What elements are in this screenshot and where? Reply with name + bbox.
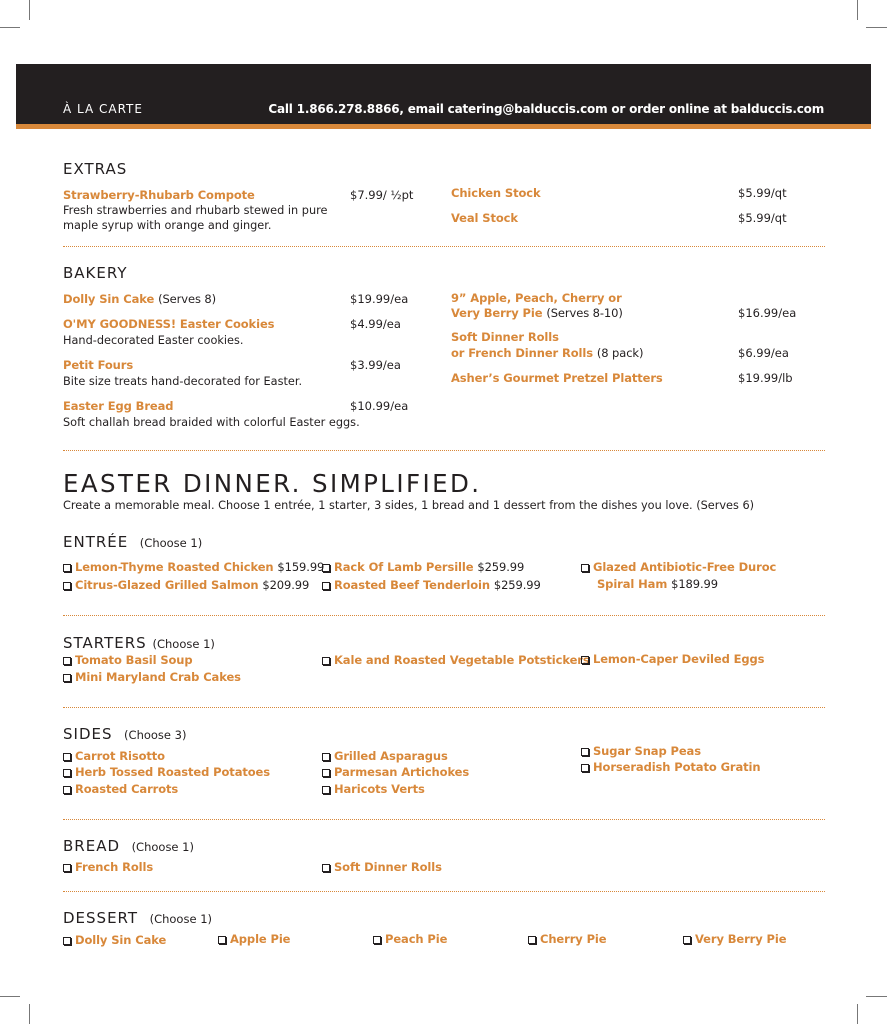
- checkbox-icon[interactable]: [63, 786, 71, 794]
- starter-option[interactable]: Lemon-Caper Deviled Eggs: [581, 652, 764, 666]
- divider: [63, 819, 825, 820]
- bakery-item-name: Petit Fours: [63, 358, 134, 372]
- crop-mark: [857, 1004, 858, 1024]
- header-bar: [16, 64, 871, 129]
- bakery-item-name: Dolly Sin Cake (Serves 8): [63, 292, 217, 306]
- divider: [63, 450, 825, 451]
- checkbox-icon[interactable]: [63, 657, 71, 665]
- checkbox-icon[interactable]: [322, 753, 330, 761]
- crop-mark: [0, 27, 20, 28]
- bread-option[interactable]: French Rolls: [63, 860, 153, 874]
- section-title-starters: STARTERS (Choose 1): [63, 634, 215, 652]
- bakery-item-name: Very Berry Pie (Serves 8-10): [451, 306, 623, 320]
- entree-option: Spiral Ham $189.99: [597, 577, 718, 591]
- divider: [63, 615, 825, 616]
- bakery-item-desc: Soft challah bread braided with colorful Easter eggs.: [63, 416, 360, 429]
- crop-mark: [29, 0, 30, 20]
- side-option[interactable]: Horseradish Potato Gratin: [581, 760, 760, 774]
- checkbox-icon[interactable]: [63, 674, 71, 682]
- dessert-option[interactable]: Peach Pie: [373, 932, 447, 946]
- starter-option[interactable]: Tomato Basil Soup: [63, 653, 193, 667]
- bakery-item-name: 9” Apple, Peach, Cherry or: [451, 291, 622, 305]
- bakery-item-name: Asher’s Gourmet Pretzel Platters: [451, 371, 663, 385]
- checkbox-icon[interactable]: [322, 786, 330, 794]
- entree-option[interactable]: Lemon-Thyme Roasted Chicken $159.99: [63, 560, 324, 574]
- extras-item-name: Veal Stock: [451, 211, 518, 225]
- extras-item-name: Chicken Stock: [451, 186, 541, 200]
- extras-item-desc: maple syrup with orange and ginger.: [63, 219, 272, 232]
- extras-item-price: $5.99/qt: [738, 186, 787, 200]
- entree-option[interactable]: Citrus-Glazed Grilled Salmon $209.99: [63, 578, 309, 592]
- checkbox-icon[interactable]: [373, 936, 381, 944]
- checkbox-icon[interactable]: [63, 582, 71, 590]
- checkbox-icon[interactable]: [63, 564, 71, 572]
- entree-option[interactable]: Glazed Antibiotic-Free Duroc: [581, 560, 776, 574]
- section-title-entree: ENTRÉE (Choose 1): [63, 533, 203, 551]
- starter-option[interactable]: Kale and Roasted Vegetable Potstickers: [322, 653, 590, 667]
- crop-mark: [857, 0, 858, 20]
- checkbox-icon[interactable]: [63, 753, 71, 761]
- page-title: EASTER DINNER. SIMPLIFIED.: [63, 469, 482, 498]
- section-title-extras: EXTRAS: [63, 160, 128, 178]
- divider: [63, 246, 825, 247]
- checkbox-icon[interactable]: [528, 936, 536, 944]
- side-option[interactable]: Parmesan Artichokes: [322, 765, 469, 779]
- bakery-item-name: or French Dinner Rolls (8 pack): [451, 346, 644, 360]
- page-subtitle: Create a memorable meal. Choose 1 entrée, 1 starter, 3 sides, 1 bread and 1 dessert from the dishes you love. (Serves 6): [63, 499, 755, 512]
- dessert-option[interactable]: Very Berry Pie: [683, 932, 786, 946]
- dessert-option[interactable]: Dolly Sin Cake: [63, 933, 166, 947]
- crop-mark: [0, 996, 20, 997]
- section-title-bakery: BAKERY: [63, 264, 128, 282]
- bread-option[interactable]: Soft Dinner Rolls: [322, 860, 442, 874]
- checkbox-icon[interactable]: [63, 937, 71, 945]
- checkbox-icon[interactable]: [218, 936, 226, 944]
- bakery-item-desc: Hand-decorated Easter cookies.: [63, 334, 244, 347]
- bakery-item-price: $6.99/ea: [738, 346, 789, 360]
- crop-mark: [29, 1004, 30, 1024]
- bakery-item-price: $4.99/ea: [350, 317, 401, 331]
- checkbox-icon[interactable]: [581, 748, 589, 756]
- bakery-item-name: Soft Dinner Rolls: [451, 330, 559, 344]
- side-option[interactable]: Grilled Asparagus: [322, 749, 448, 763]
- checkbox-icon[interactable]: [581, 564, 589, 572]
- header-contact[interactable]: Call 1.866.278.8866, email catering@balduccis.com or order online at balduccis.com: [268, 102, 824, 116]
- side-option[interactable]: Carrot Risotto: [63, 749, 165, 763]
- side-option[interactable]: Haricots Verts: [322, 782, 425, 796]
- starter-option[interactable]: Mini Maryland Crab Cakes: [63, 670, 241, 684]
- section-title-dessert: DESSERT (Choose 1): [63, 909, 212, 927]
- extras-item-price: $7.99/ ½pt: [350, 188, 414, 202]
- side-option[interactable]: Sugar Snap Peas: [581, 744, 701, 758]
- section-title-bread: BREAD (Choose 1): [63, 837, 194, 855]
- divider: [63, 891, 825, 892]
- bakery-item-price: $19.99/lb: [738, 371, 793, 385]
- bakery-item-price: $19.99/ea: [350, 292, 409, 306]
- bakery-item-name: Easter Egg Bread: [63, 399, 174, 413]
- checkbox-icon[interactable]: [63, 769, 71, 777]
- checkbox-icon[interactable]: [322, 657, 330, 665]
- checkbox-icon[interactable]: [322, 564, 330, 572]
- bakery-item-desc: Bite size treats hand-decorated for Easter.: [63, 375, 303, 388]
- checkbox-icon[interactable]: [322, 769, 330, 777]
- checkbox-icon[interactable]: [322, 582, 330, 590]
- extras-item-desc: Fresh strawberries and rhubarb stewed in pure: [63, 204, 328, 217]
- checkbox-icon[interactable]: [63, 864, 71, 872]
- dessert-option[interactable]: Apple Pie: [218, 932, 290, 946]
- extras-item-price: $5.99/qt: [738, 211, 787, 225]
- extras-item-name: Strawberry-Rhubarb Compote: [63, 188, 255, 202]
- header-title: À LA CARTE: [63, 102, 143, 116]
- divider: [63, 707, 825, 708]
- bakery-item-price: $10.99/ea: [350, 399, 409, 413]
- bakery-item-price: $3.99/ea: [350, 358, 401, 372]
- entree-option[interactable]: Roasted Beef Tenderloin $259.99: [322, 578, 541, 592]
- entree-option[interactable]: Rack Of Lamb Persille $259.99: [322, 560, 524, 574]
- checkbox-icon[interactable]: [581, 764, 589, 772]
- side-option[interactable]: Roasted Carrots: [63, 782, 178, 796]
- side-option[interactable]: Herb Tossed Roasted Potatoes: [63, 765, 270, 779]
- crop-mark: [866, 27, 887, 28]
- dessert-option[interactable]: Cherry Pie: [528, 932, 606, 946]
- section-title-sides: SIDES (Choose 3): [63, 725, 187, 743]
- crop-mark: [866, 996, 887, 997]
- bakery-item-price: $16.99/ea: [738, 306, 797, 320]
- checkbox-icon[interactable]: [581, 656, 589, 664]
- bakery-item-name: O'MY GOODNESS! Easter Cookies: [63, 317, 275, 331]
- checkbox-icon[interactable]: [322, 864, 330, 872]
- checkbox-icon[interactable]: [683, 936, 691, 944]
